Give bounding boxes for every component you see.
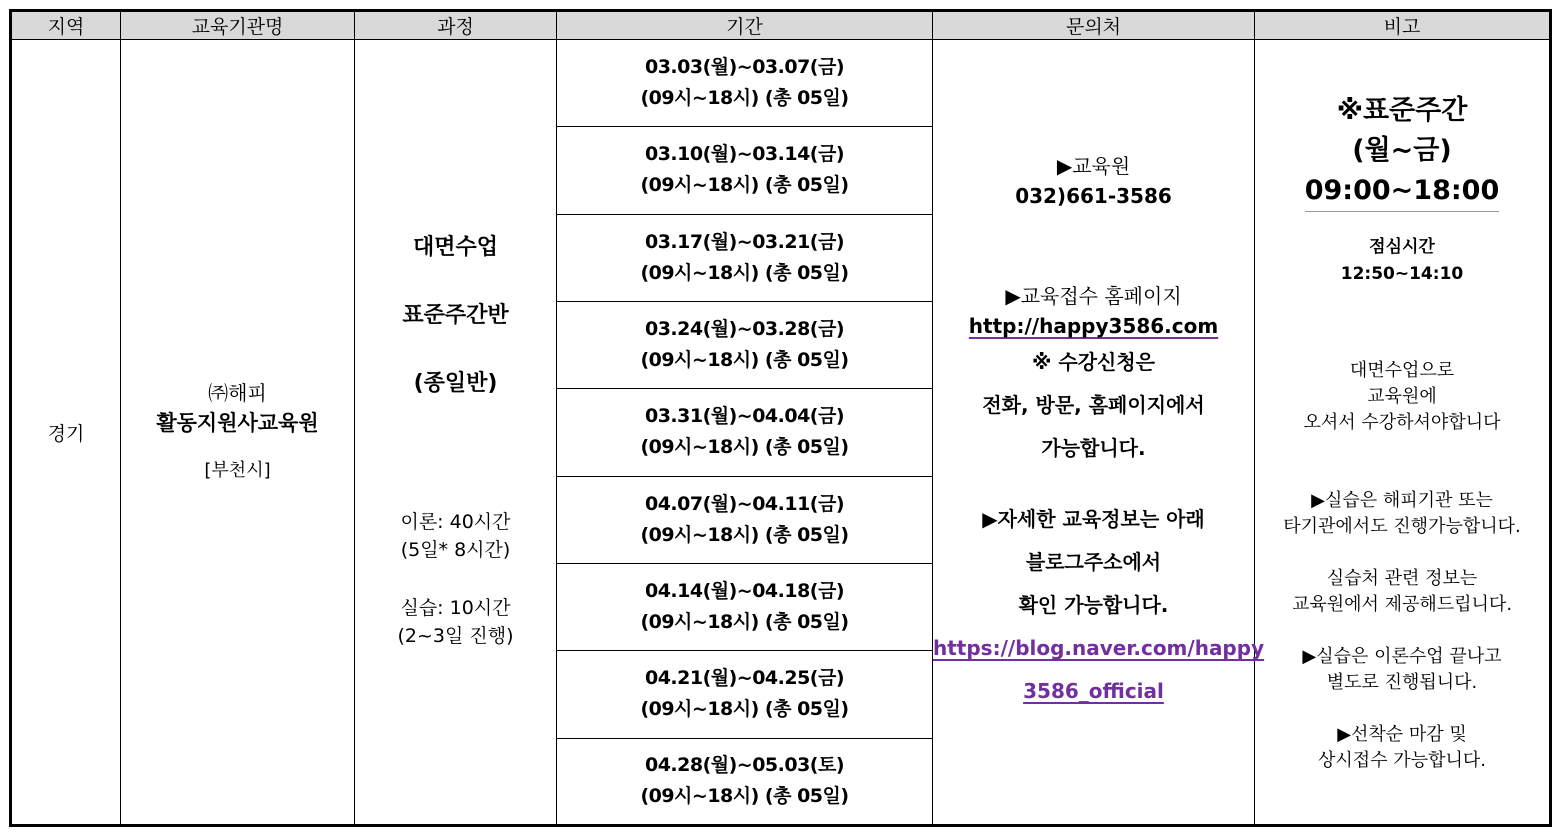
course-practice-detail: (2~3일 진행) — [397, 625, 514, 647]
period-cell-7 — [557, 563, 933, 650]
period-time: (09시~18시) (총 05일) — [640, 174, 849, 197]
contact-blog-intro-3: 확인 가능합니다. — [1018, 593, 1169, 617]
period-dates: 04.21(월)~04.25(금) — [644, 667, 845, 690]
period-cell-1 — [557, 40, 933, 127]
period-dates: 03.03(월)~03.07(금) — [644, 56, 845, 79]
period-cell-2 — [557, 127, 933, 214]
period-time: (09시~18시) (총 05일) — [640, 611, 849, 634]
period-time: (09시~18시) (총 05일) — [640, 523, 849, 546]
period-cell-9 — [557, 738, 933, 825]
note-title-1: ※표준주간 — [1336, 94, 1468, 126]
note-line-7: 교육원에서 제공해드립니다. — [1291, 593, 1513, 615]
note-cell — [1255, 40, 1551, 826]
institution-cell — [121, 40, 355, 826]
institution-city: [부천시] — [204, 460, 271, 481]
header-row — [11, 11, 1551, 40]
blog-link-line2[interactable]: 3586_official — [1023, 679, 1164, 703]
institution-name-1: ㈜해피 — [208, 381, 267, 405]
note-hours: 09:00~18:00 — [1305, 171, 1500, 212]
table-row — [11, 40, 1551, 127]
period-dates: 03.10(월)~03.14(금) — [644, 143, 845, 166]
period-cell-5 — [557, 389, 933, 476]
contact-cell — [933, 40, 1265, 826]
period-cell-4 — [557, 301, 933, 388]
course-class: 표준주간반 — [402, 303, 509, 328]
header-contact: 문의처 — [933, 11, 1255, 40]
note-line-8: ▶실습은 이론수업 끝나고 — [1302, 645, 1502, 667]
contact-notice-1: ※ 수강신청은 — [1031, 350, 1155, 374]
header-note: 비고 — [1255, 11, 1551, 40]
course-theory-detail: (5일* 8시간) — [400, 539, 511, 561]
course-sub: (종일반) — [413, 371, 498, 396]
period-dates: 04.14(월)~04.18(금) — [644, 580, 845, 603]
period-time: (09시~18시) (총 05일) — [640, 261, 849, 284]
note-line-1: 대면수업으로 — [1349, 359, 1455, 381]
note-line-5: 타기관에서도 진행가능합니다. — [1283, 515, 1521, 537]
blog-link-line1[interactable]: https://blog.naver.com/happy — [933, 636, 1265, 660]
contact-blog-intro-1: ▶자세한 교육정보는 아래 — [982, 507, 1205, 531]
course-type-group — [355, 214, 556, 418]
header-period: 기간 — [557, 11, 933, 40]
note-line-11: 상시접수 가능합니다. — [1318, 749, 1486, 771]
note-line-2: 교육원에 — [1367, 385, 1437, 407]
period-time: (09시~18시) (총 05일) — [640, 349, 849, 372]
period-dates: 03.17(월)~03.21(금) — [644, 230, 845, 253]
period-dates: 03.24(월)~03.28(금) — [644, 318, 845, 341]
course-type: 대면수업 — [412, 235, 498, 260]
contact-homepage-label: ▶교육접수 홈페이지 — [1005, 284, 1182, 308]
period-time: (09시~18시) (총 05일) — [640, 87, 849, 110]
schedule-table — [9, 9, 1552, 827]
note-lunch-label: 점심시간 — [1369, 236, 1435, 257]
note-line-4: ▶실습은 해피기관 또는 — [1311, 489, 1493, 511]
note-line-10: ▶선착순 마감 및 — [1337, 723, 1467, 745]
header-course: 과정 — [355, 11, 557, 40]
period-dates: 04.07(월)~04.11(금) — [644, 492, 845, 515]
period-dates: 03.31(월)~04.04(금) — [644, 405, 845, 428]
course-practice: 실습: 10시간 — [400, 597, 511, 619]
note-lunch-time: 12:50~14:10 — [1340, 263, 1464, 284]
period-cell-3 — [557, 214, 933, 301]
region-cell: 경기 — [11, 40, 121, 826]
contact-notice-3: 가능합니다. — [1041, 436, 1146, 460]
course-hours-group — [355, 508, 556, 650]
period-cell-8 — [557, 651, 933, 738]
period-dates: 04.28(월)~05.03(토) — [644, 754, 845, 777]
period-time: (09시~18시) (총 05일) — [640, 785, 849, 808]
period-time: (09시~18시) (총 05일) — [640, 698, 849, 721]
header-region: 지역 — [11, 11, 121, 40]
contact-office-label: ▶교육원 — [1056, 154, 1131, 178]
note-title-2: (월~금) — [1352, 134, 1452, 166]
homepage-link[interactable]: http://happy3586.com — [968, 314, 1219, 338]
header-institution: 교육기관명 — [121, 11, 355, 40]
note-line-9: 별도로 진행됩니다. — [1326, 671, 1478, 693]
note-line-3: 오셔서 수강하셔야합니다 — [1303, 411, 1501, 433]
period-time: (09시~18시) (총 05일) — [640, 436, 849, 459]
contact-blog-intro-2: 블로그주소에서 — [1025, 550, 1162, 574]
course-theory: 이론: 40시간 — [400, 511, 511, 533]
contact-notice-2: 전화, 방문, 홈페이지에서 — [982, 393, 1205, 417]
course-cell — [355, 40, 557, 826]
contact-phone: 032)661-3586 — [1015, 184, 1172, 208]
note-line-6: 실습처 관련 정보는 — [1326, 567, 1478, 589]
institution-name-2: 활동지원사교육원 — [156, 411, 319, 435]
period-cell-6 — [557, 476, 933, 563]
